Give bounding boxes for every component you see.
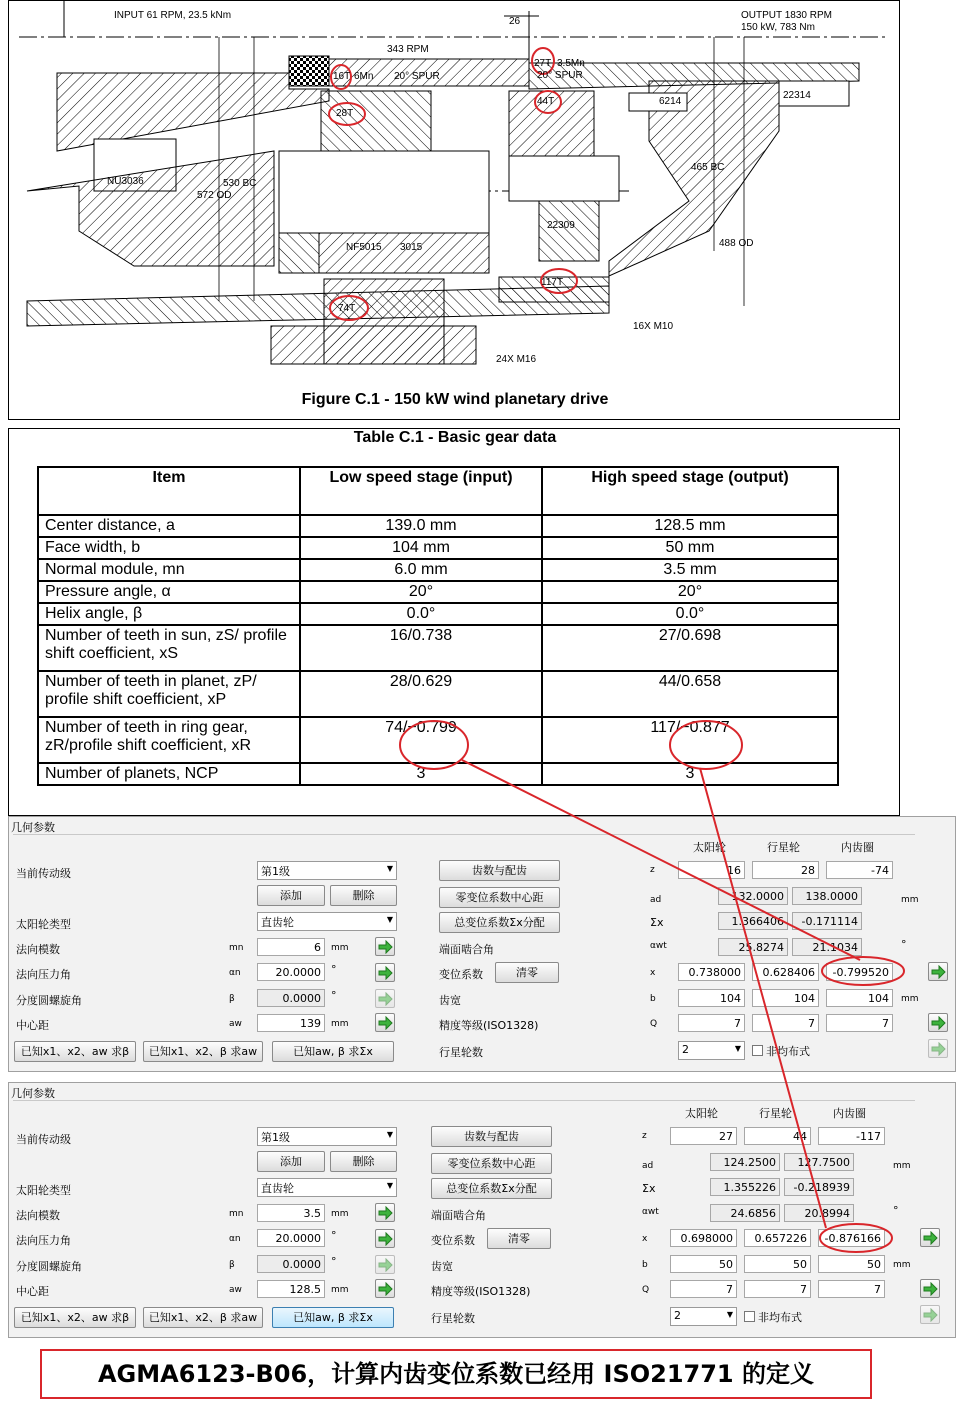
b-sun-input[interactable]: 104 [678,989,745,1007]
bearing-nu3036-label: NU3036 [107,176,144,187]
mn-unit: mm [331,943,349,953]
row-low: 74/−0.799 [300,717,542,763]
x-sun-input[interactable]: 0.738000 [678,963,745,981]
chevron-down-icon: ▼ [386,1130,393,1139]
col-ring: 内齿圈 [841,841,874,854]
b-planet-input[interactable]: 104 [752,989,819,1007]
alpha-label: 法向压力角 [16,1234,71,1247]
bearing-nf5015-label: NF5015 [346,242,382,253]
sun-type-label: 太阳轮类型 [16,1184,71,1197]
bc-465-label: 465 BC [691,162,725,173]
row-high: 20° [542,581,838,603]
figure-caption: Figure C.1 - 150 kW wind planetary drive [301,391,609,408]
b-ring-input[interactable]: 50 [818,1255,885,1273]
output-spec-label: OUTPUT 1830 RPM [741,10,832,21]
ad-sun-planet: 132.0000 [718,887,788,905]
mn-symbol: mn [229,1209,244,1219]
bolts-m16-label: 24X M16 [496,354,537,365]
face-width-label: 齿宽 [439,994,461,1007]
apply-alpha-button[interactable] [375,1229,395,1248]
table-row [38,603,838,625]
awt-unit: ° [893,1204,899,1217]
row-low: 104 mm [300,537,542,559]
row-low: 139.0 mm [300,515,542,537]
alpha-label: 法向压力角 [16,968,71,981]
aw-label: 中心距 [16,1285,49,1298]
apply-q-button[interactable] [928,1013,948,1032]
z-planet-input[interactable]: 44 [744,1127,811,1145]
x-ring-input[interactable]: -0.876166 [818,1229,885,1247]
header-high-speed: High speed stage (output) [542,467,838,515]
green-arrow-icon [923,1308,938,1322]
apply-mn-button[interactable] [375,937,395,956]
green-arrow-icon [378,1232,393,1246]
stage-label: 当前传动级 [16,1133,71,1146]
b-planet-input[interactable]: 50 [744,1255,811,1273]
green-arrow-icon [378,940,393,954]
stage-select[interactable] [257,1127,397,1146]
z-sun-input[interactable]: 16 [678,861,745,879]
planet-count-value: 2 [682,1043,689,1056]
alpha-symbol: αn [229,968,241,978]
mn-label: 法向模数 [16,943,60,956]
panel-divider [13,1100,915,1101]
green-arrow-icon [378,1206,393,1220]
nonuniform-checkbox[interactable] [752,1045,763,1056]
zero-shift-center-button[interactable]: 零变位系数中心距 [431,1153,552,1174]
sx-symbol: Σx [650,916,664,929]
solve-aw-button[interactable]: 已知x1、x2、β 求aw [143,1307,263,1328]
bc-530-label: 530 BC [223,178,257,189]
beta-symbol: β [229,1260,235,1270]
geometry-panel-stage1 [8,816,956,1072]
input-spec-label: INPUT 61 RPM, 23.5 kNm [114,10,232,21]
planet-count-select[interactable] [678,1041,745,1060]
bearing-3015-label: 3015 [400,242,423,253]
solve-aw-button[interactable]: 已知x1、x2、β 求aw [143,1041,263,1062]
row-item: Pressure angle, α [38,581,300,603]
alpha-unit: ° [331,1229,337,1242]
green-arrow-icon [931,1042,946,1056]
row-low: 20° [300,581,542,603]
green-arrow-icon [378,966,393,980]
od-488-label: 488 OD [719,238,754,249]
b-sun-input[interactable]: 50 [670,1255,737,1273]
row-item: Center distance, a [38,515,300,537]
x-label: 变位系数 [431,1234,475,1247]
beta-symbol: β [229,994,235,1004]
apply-beta-button[interactable] [375,989,395,1008]
apply-aw-button[interactable] [375,1013,395,1032]
row-low: 28/0.629 [300,671,542,717]
stage-select[interactable] [257,861,397,880]
bearing-22309-label: 22309 [547,220,575,231]
total-shift-distribution-button[interactable]: 总变位系数Σx分配 [431,1178,552,1199]
chevron-down-icon: ▼ [726,1310,733,1319]
gear-data-table [37,466,839,786]
quality-label: 精度等级(ISO1328) [439,1019,539,1032]
col-planet: 行星轮 [767,841,800,854]
beta-unit: ° [331,989,337,1002]
ad-sun-planet: 124.2500 [710,1153,780,1171]
panel-title: 几何参数 [11,821,55,834]
mn-unit: mm [331,1209,349,1219]
x-planet-input[interactable]: 0.657226 [744,1229,811,1247]
header-low-speed: Low speed stage (input) [300,467,542,515]
planet-count-label: 行星轮数 [439,1046,483,1059]
dim-26-label: 26 [509,16,521,27]
ad-planet-ring: 138.0000 [792,887,862,905]
beta-unit: ° [331,1255,337,1268]
x-planet-input[interactable]: 0.628406 [752,963,819,981]
spur-label-2: 20° SPUR [537,70,583,81]
awt-planet-ring: 21.1034 [792,938,862,956]
beta-input[interactable]: 0.0000 [257,1255,325,1273]
row-item: Helix angle, β [38,603,300,625]
green-arrow-icon [923,1231,938,1245]
row-item: Face width, b [38,537,300,559]
ad-unit: mm [893,1161,911,1171]
gear-data-table-box [8,428,900,816]
z-symbol: z [650,865,655,875]
green-arrow-icon [931,965,946,979]
planet-count-value: 2 [674,1309,681,1322]
table-row [38,625,838,671]
apply-planet-count-button[interactable] [928,1039,948,1058]
od-572-label: 572 OD [197,190,232,201]
chevron-down-icon: ▼ [386,864,393,873]
green-arrow-icon [931,1016,946,1030]
col-sun: 太阳轮 [693,841,726,854]
mn-input[interactable]: 6 [257,938,325,956]
mn-input[interactable]: 3.5 [257,1204,325,1222]
row-high: 44/0.658 [542,671,838,717]
stage-select-value: 第1级 [261,865,290,878]
table-row [38,717,838,763]
apply-planet-count-button[interactable] [920,1305,940,1324]
chevron-down-icon: ▼ [386,1181,393,1190]
teeth-matching-button[interactable]: 齿数与配齿 [439,860,560,881]
bearing-6214-label: 6214 [659,96,682,107]
chevron-down-icon: ▼ [386,915,393,924]
row-high: 27/0.698 [542,625,838,671]
table-row [38,559,838,581]
row-high: 50 mm [542,537,838,559]
q-sun-input[interactable]: 7 [670,1280,737,1298]
b-ring-input[interactable]: 104 [826,989,893,1007]
z-symbol: z [642,1131,647,1141]
solve-beta-button[interactable]: 已知x1、x2、aw 求β [14,1307,136,1328]
total-shift-distribution-button[interactable]: 总变位系数Σx分配 [439,912,560,933]
sun-type-select-value: 直齿轮 [261,1182,294,1195]
annotation-note: AGMA6123-B06，计算内齿变位系数已经用 ISO21771 的定义 [40,1349,872,1399]
aw-symbol: aw [229,1285,242,1295]
awt-label: 端面啮合角 [431,1209,486,1222]
alpha-input[interactable]: 20.0000 [257,1229,325,1247]
aw-symbol: aw [229,1019,242,1029]
awt-unit: ° [901,938,907,951]
ring-teeth-117-label: 117T [541,277,564,288]
apply-alpha-button[interactable] [375,963,395,982]
beta-label: 分度圆螺旋角 [16,994,82,1007]
table-row [38,763,838,785]
q-symbol: Q [650,1019,658,1029]
row-high: 3.5 mm [542,559,838,581]
awt-symbol: αwt [642,1207,659,1217]
planet-count-select[interactable] [670,1307,737,1326]
sx-planet-ring: -0.218939 [784,1178,854,1196]
sun-type-select[interactable] [257,1178,397,1197]
b-symbol: b [642,1260,648,1270]
delete-button[interactable]: 删除 [330,1151,397,1172]
panel-title: 几何参数 [11,1087,55,1100]
mn-symbol: mn [229,943,244,953]
zero-shift-center-button[interactable]: 零变位系数中心距 [439,887,560,908]
sun-type-select-value: 直齿轮 [261,916,294,929]
ad-unit: mm [901,895,919,905]
module-35-label: 3.5Mn [557,58,585,69]
aw-unit: mm [331,1285,349,1295]
q-ring-input[interactable]: 7 [826,1014,893,1032]
aw-label: 中心距 [16,1019,49,1032]
x-symbol: x [642,1234,648,1244]
row-item: Normal module, mn [38,559,300,581]
add-button[interactable]: 添加 [257,1151,325,1172]
gearbox-drawing [9,1,901,386]
q-ring-input[interactable]: 7 [818,1280,885,1298]
col-sun: 太阳轮 [685,1107,718,1120]
teeth-matching-button[interactable]: 齿数与配齿 [431,1126,552,1147]
clear-button[interactable]: 清零 [495,962,559,983]
sun-type-label: 太阳轮类型 [16,918,71,931]
header-item: Item [38,467,300,515]
row-high: 3 [542,763,838,785]
panel-divider [13,834,915,835]
bolts-m10-label: 16X M10 [633,321,674,332]
green-arrow-icon [923,1282,938,1296]
add-button[interactable]: 添加 [257,885,325,906]
sun-teeth-16-label: 16T [333,71,351,82]
stage-select-value: 第1级 [261,1131,290,1144]
solve-sx-button[interactable]: 已知aw, β 求Σx [272,1041,394,1062]
awt-planet-ring: 20.8994 [784,1204,854,1222]
aw-input[interactable]: 128.5 [257,1280,325,1298]
table-row [38,581,838,603]
z-ring-input[interactable]: -74 [826,861,893,879]
q-symbol: Q [642,1285,650,1295]
nonuniform-checkbox[interactable] [744,1311,755,1322]
row-high: 0.0° [542,603,838,625]
row-item: Number of teeth in planet, zP/ profile shift coefficient, xP [38,671,300,717]
col-planet: 行星轮 [759,1107,792,1120]
x-symbol: x [650,968,656,978]
mn-label: 法向模数 [16,1209,60,1222]
sun-type-select[interactable] [257,912,397,931]
row-low: 6.0 mm [300,559,542,581]
apply-x-button[interactable] [920,1228,940,1247]
solve-beta-button[interactable]: 已知x1、x2、aw 求β [14,1041,136,1062]
planet-count-label: 行星轮数 [431,1312,475,1325]
b-symbol: b [650,994,656,1004]
sx-sun-planet: 1.366406 [718,912,788,930]
sx-sun-planet: 1.355226 [710,1178,780,1196]
ad-symbol: ad [642,1161,654,1171]
solve-sx-button[interactable]: 已知aw, β 求Σx [272,1307,394,1328]
row-item: Number of planets, NCP [38,763,300,785]
ring-teeth-74-label: 74T [338,303,356,314]
alpha-unit: ° [331,963,337,976]
face-width-label: 齿宽 [431,1260,453,1273]
row-low: 16/0.738 [300,625,542,671]
ad-planet-ring: 127.7500 [784,1153,854,1171]
spur-label-1: 20° SPUR [394,71,440,82]
row-high: 117/−0.877 [542,717,838,763]
green-arrow-icon [378,992,393,1006]
apply-beta-button[interactable] [375,1255,395,1274]
x-ring-input[interactable]: -0.799520 [826,963,893,981]
alpha-input[interactable]: 20.0000 [257,963,325,981]
clear-button[interactable]: 清零 [487,1228,551,1249]
sx-symbol: Σx [642,1182,656,1195]
apply-mn-button[interactable] [375,1203,395,1222]
planet-teeth-28-label: 28T [336,108,354,119]
row-item: Number of teeth in sun, zS/ profile shift coefficient, xS [38,625,300,671]
x-label: 变位系数 [439,968,483,981]
row-low: 3 [300,763,542,785]
bearing-22314-label: 22314 [783,90,811,101]
output-power-label: 150 kW, 783 Nm [741,22,815,33]
nonuniform-label: 非均布式 [758,1311,802,1324]
q-planet-input[interactable]: 7 [744,1280,811,1298]
aw-input[interactable]: 139 [257,1014,325,1032]
sun-teeth-27-label: 27T [534,58,552,69]
delete-button[interactable]: 删除 [330,885,397,906]
sx-planet-ring: -0.171114 [792,912,862,930]
b-unit: mm [901,994,919,1004]
apply-aw-button[interactable] [375,1279,395,1298]
table-row [38,515,838,537]
planetary-drive-figure [8,0,900,420]
apply-x-button[interactable] [928,962,948,981]
chevron-down-icon: ▼ [734,1044,741,1053]
green-arrow-icon [378,1016,393,1030]
q-sun-input[interactable]: 7 [678,1014,745,1032]
stage-label: 当前传动级 [16,867,71,880]
z-sun-input[interactable]: 27 [670,1127,737,1145]
table-row [38,671,838,717]
nonuniform-label: 非均布式 [766,1045,810,1058]
geometry-panel-stage2 [8,1082,956,1338]
alpha-symbol: αn [229,1234,241,1244]
ad-symbol: ad [650,895,662,905]
awt-label: 端面啮合角 [439,943,494,956]
rpm-343-label: 343 RPM [387,44,429,55]
module-6-label: 6Mn [354,71,374,82]
row-item: Number of teeth in ring gear, zR/profile shift coefficient, xR [38,717,300,763]
awt-symbol: αwt [650,941,667,951]
awt-sun-planet: 25.8274 [718,938,788,956]
apply-q-button[interactable] [920,1279,940,1298]
z-ring-input[interactable]: -117 [818,1127,885,1145]
green-arrow-icon [378,1282,393,1296]
row-high: 128.5 mm [542,515,838,537]
aw-unit: mm [331,1019,349,1029]
awt-sun-planet: 24.6856 [710,1204,780,1222]
green-arrow-icon [378,1258,393,1272]
x-sun-input[interactable]: 0.698000 [670,1229,737,1247]
q-planet-input[interactable]: 7 [752,1014,819,1032]
beta-input[interactable]: 0.0000 [257,989,325,1007]
table-row [38,537,838,559]
col-ring: 内齿圈 [833,1107,866,1120]
beta-label: 分度圆螺旋角 [16,1260,82,1273]
quality-label: 精度等级(ISO1328) [431,1285,531,1298]
row-low: 0.0° [300,603,542,625]
z-planet-input[interactable]: 28 [752,861,819,879]
table-header-row [38,467,838,515]
b-unit: mm [893,1260,911,1270]
planet-teeth-44-label: 44T [537,96,555,107]
table-title: Table C.1 - Basic gear data [353,429,557,446]
